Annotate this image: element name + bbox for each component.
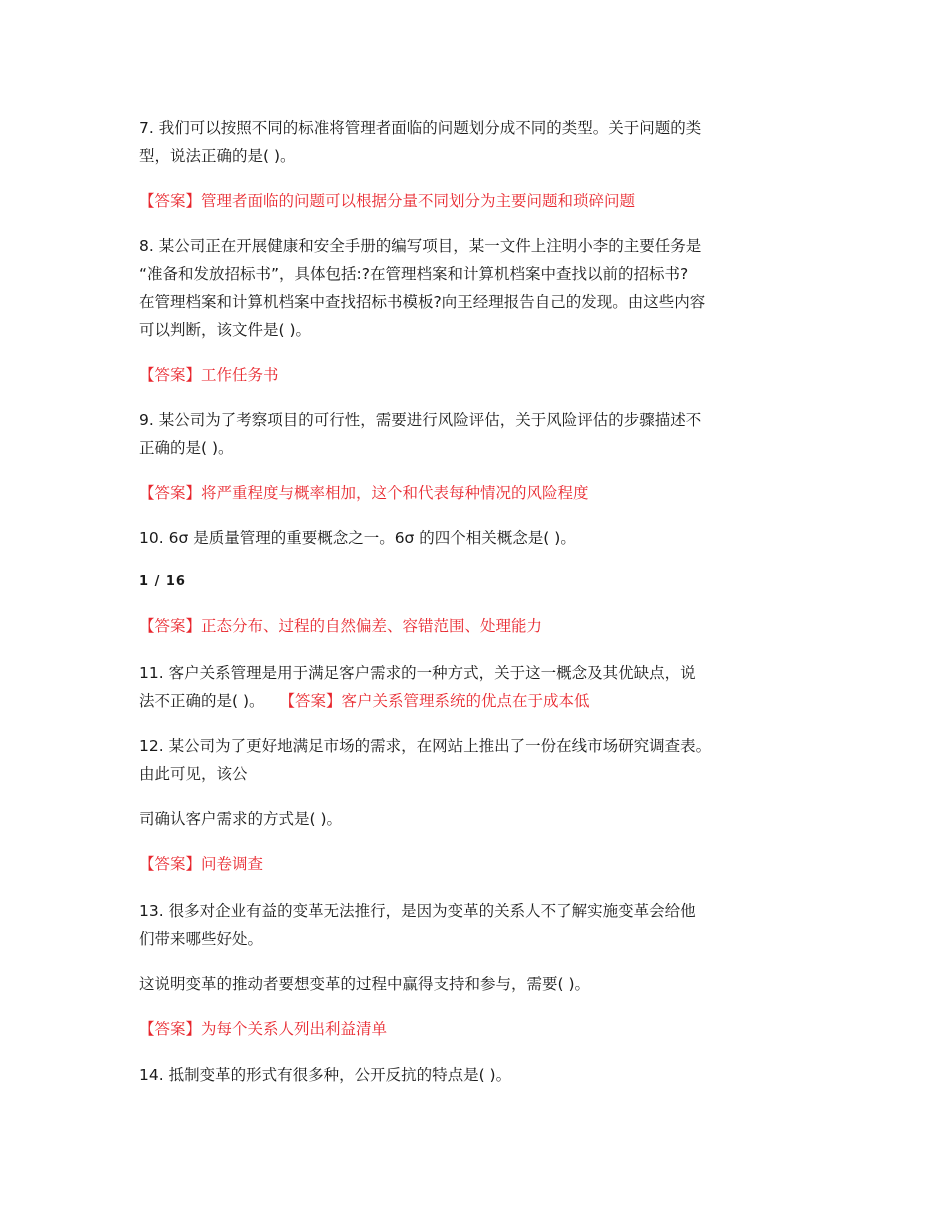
question-14-line-1: 14. 抵制变革的形式有很多种，公开反抗的特点是( )。 (139, 1066, 512, 1084)
question-12-answer: 【答案】问卷调查 (139, 855, 264, 873)
page-number: 1 / 16 (139, 574, 186, 589)
question-12-line-2: 由此可见，该公 (139, 765, 248, 783)
question-11-answer: 【答案】客户关系管理系统的优点在于成本低 (279, 692, 590, 710)
question-7-line-2: 型，说法正确的是( )。 (139, 147, 296, 165)
question-7-line-1: 7. 我们可以按照不同的标准将管理者面临的问题划分成不同的类型。关于问题的类 (139, 119, 702, 137)
question-13-line-3: 这说明变革的推动者要想变革的过程中赢得支持和参与，需要( )。 (139, 975, 591, 993)
question-12-line-3: 司确认客户需求的方式是( )。 (139, 810, 343, 828)
question-8-line-4: 可以判断，该文件是( )。 (139, 321, 312, 339)
question-11-line-1: 11. 客户关系管理是用于满足客户需求的一种方式，关于这一概念及其优缺点，说 (139, 664, 696, 682)
question-10-answer: 【答案】正态分布、过程的自然偏差、容错范围、处理能力 (139, 617, 543, 635)
question-8-line-3: 在管理档案和计算机档案中查找招标书模板?向王经理报告自己的发现。由这些内容 (139, 293, 706, 311)
question-11-line-2-text: 法不正确的是( )。 (139, 692, 270, 710)
question-9-answer: 【答案】将严重程度与概率相加，这个和代表每种情况的风险程度 (139, 484, 589, 502)
question-8-answer: 【答案】工作任务书 (139, 366, 279, 384)
question-11-line-2 (139, 688, 589, 714)
question-9-line-2: 正确的是( )。 (139, 439, 234, 457)
question-13-answer: 【答案】为每个关系人列出利益清单 (139, 1020, 388, 1038)
question-8-line-1: 8. 某公司正在开展健康和安全手册的编写项目，某一文件上注明小李的主要任务是 (139, 237, 702, 255)
question-13-line-1: 13. 很多对企业有益的变革无法推行，是因为变革的关系人不了解实施变革会给他 (139, 902, 696, 920)
question-10-line-1: 10. 6σ 是质量管理的重要概念之一。6σ 的四个相关概念是( )。 (139, 529, 576, 547)
question-9-line-1: 9. 某公司为了考察项目的可行性，需要进行风险评估，关于风险评估的步骤描述不 (139, 411, 702, 429)
question-7-answer: 【答案】管理者面临的问题可以根据分量不同划分为主要问题和琐碎问题 (139, 192, 636, 210)
question-12-line-1: 12. 某公司为了更好地满足市场的需求，在网站上推出了一份在线市场研究调查表。 (139, 737, 712, 755)
question-8-line-2: “准备和发放招标书”，具体包括:?在管理档案和计算机档案中查找以前的招标书? (139, 265, 689, 283)
document-page (139, 0, 819, 1230)
question-13-line-2: 们带来哪些好处。 (139, 930, 264, 948)
